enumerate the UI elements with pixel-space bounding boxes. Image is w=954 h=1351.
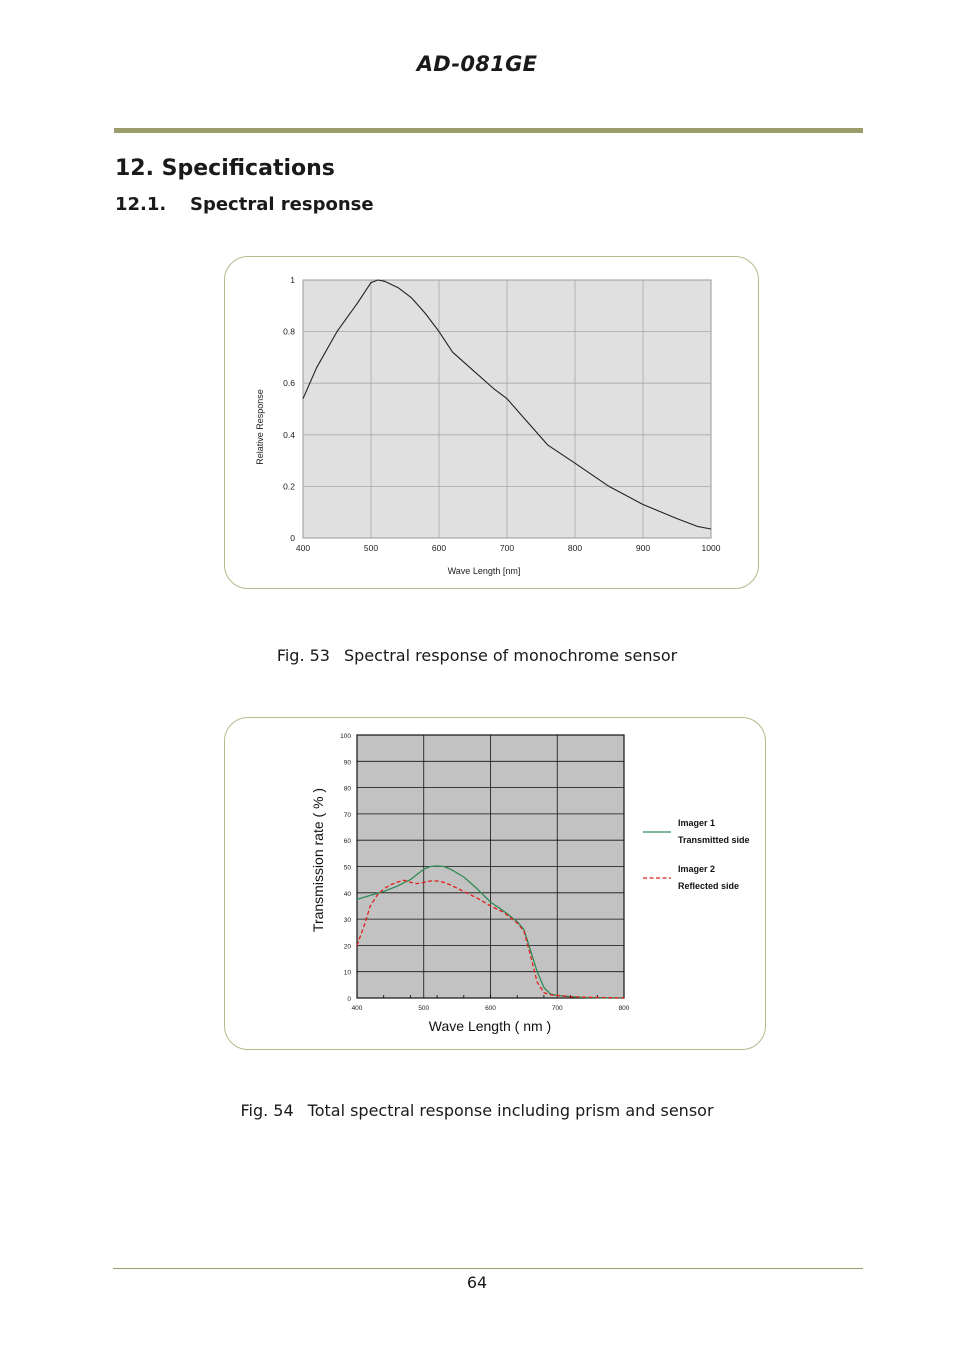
chart1-x-tick-label: 800 [567,543,583,553]
chart2-y-tick-label: 60 [343,838,351,846]
chart-spectral-response-mono [225,257,758,588]
chart1-x-tick-label: 1000 [701,543,721,553]
chart2-x-tick-label: 400 [351,1005,363,1012]
chart2-x-axis-label: Wave Length ( nm ) [428,1018,552,1034]
figure-53-number: Fig. 53 [276,646,330,665]
footer-rule [113,1268,863,1269]
chart2-y-tick-label: 50 [343,864,351,872]
chart1-y-tick-label: 0.2 [283,481,295,492]
legend-label-1: Transmitted side [678,835,750,845]
chart2-x-tick-label: 600 [485,1005,496,1012]
chart1-y-axis-label: Relative Response [255,389,265,465]
chart2-y-tick-label: 80 [343,785,351,793]
legend-label-1: Imager 1 [678,818,716,828]
chart2-y-tick-label: 90 [343,759,351,767]
chart1-x-tick-label: 700 [499,543,515,553]
chart2-x-tick-label: 500 [418,1005,430,1012]
section-number: 12. [115,156,154,181]
chart-total-spectral-response [225,718,765,1049]
chart1-x-tick-label: 400 [295,543,311,553]
subsection-heading [115,194,374,215]
figure-53-text: Spectral response of monochrome sensor [343,646,678,665]
header-rule [114,128,863,133]
figure-54-number: Fig. 54 [240,1101,294,1120]
legend-label-2: Reflected side [678,881,740,891]
chart2-y-tick-label: 0 [347,996,351,1003]
chart2-y-tick-label: 10 [343,969,351,977]
chart1-x-tick-label: 600 [431,543,447,553]
chart2-y-tick-label: 40 [343,890,351,898]
figure-54-text: Total spectral response including prism and sensor [307,1101,714,1120]
figure-54-caption [0,1101,954,1120]
document-title: AD-081GE [416,52,538,76]
section-title: Specifications [161,156,335,181]
chart1-y-tick-label: 1 [290,275,295,285]
figure-53-frame [224,256,759,589]
figure-54-frame [224,717,766,1050]
chart1-x-tick-label: 900 [635,543,651,553]
subsection-number: 12.1. [115,194,167,215]
chart1-y-tick-label: 0.6 [283,378,295,389]
chart1-x-tick-label: 500 [363,543,379,553]
chart2-y-tick-label: 70 [343,811,351,819]
section-heading [115,156,335,181]
chart2-y-tick-label: 30 [343,917,351,925]
chart2-x-tick-label: 800 [618,1005,630,1012]
chart2-x-tick-label: 700 [551,1005,563,1012]
chart1-x-axis-label: Wave Length [nm] [447,566,521,576]
chart1-y-tick-label: 0.8 [283,326,295,337]
page-number: 64 [466,1273,488,1292]
chart2-y-tick-label: 20 [343,943,351,951]
chart2-y-axis-label: Transmission rate ( % ) [310,787,326,933]
chart1-y-tick-label: 0 [290,533,295,543]
subsection-title: Spectral response [190,194,374,215]
chart2-y-tick-label: 100 [340,733,351,740]
chart1-y-tick-label: 0.4 [283,429,295,440]
legend-label-2: Imager 2 [678,864,716,874]
figure-53-caption [0,646,954,665]
